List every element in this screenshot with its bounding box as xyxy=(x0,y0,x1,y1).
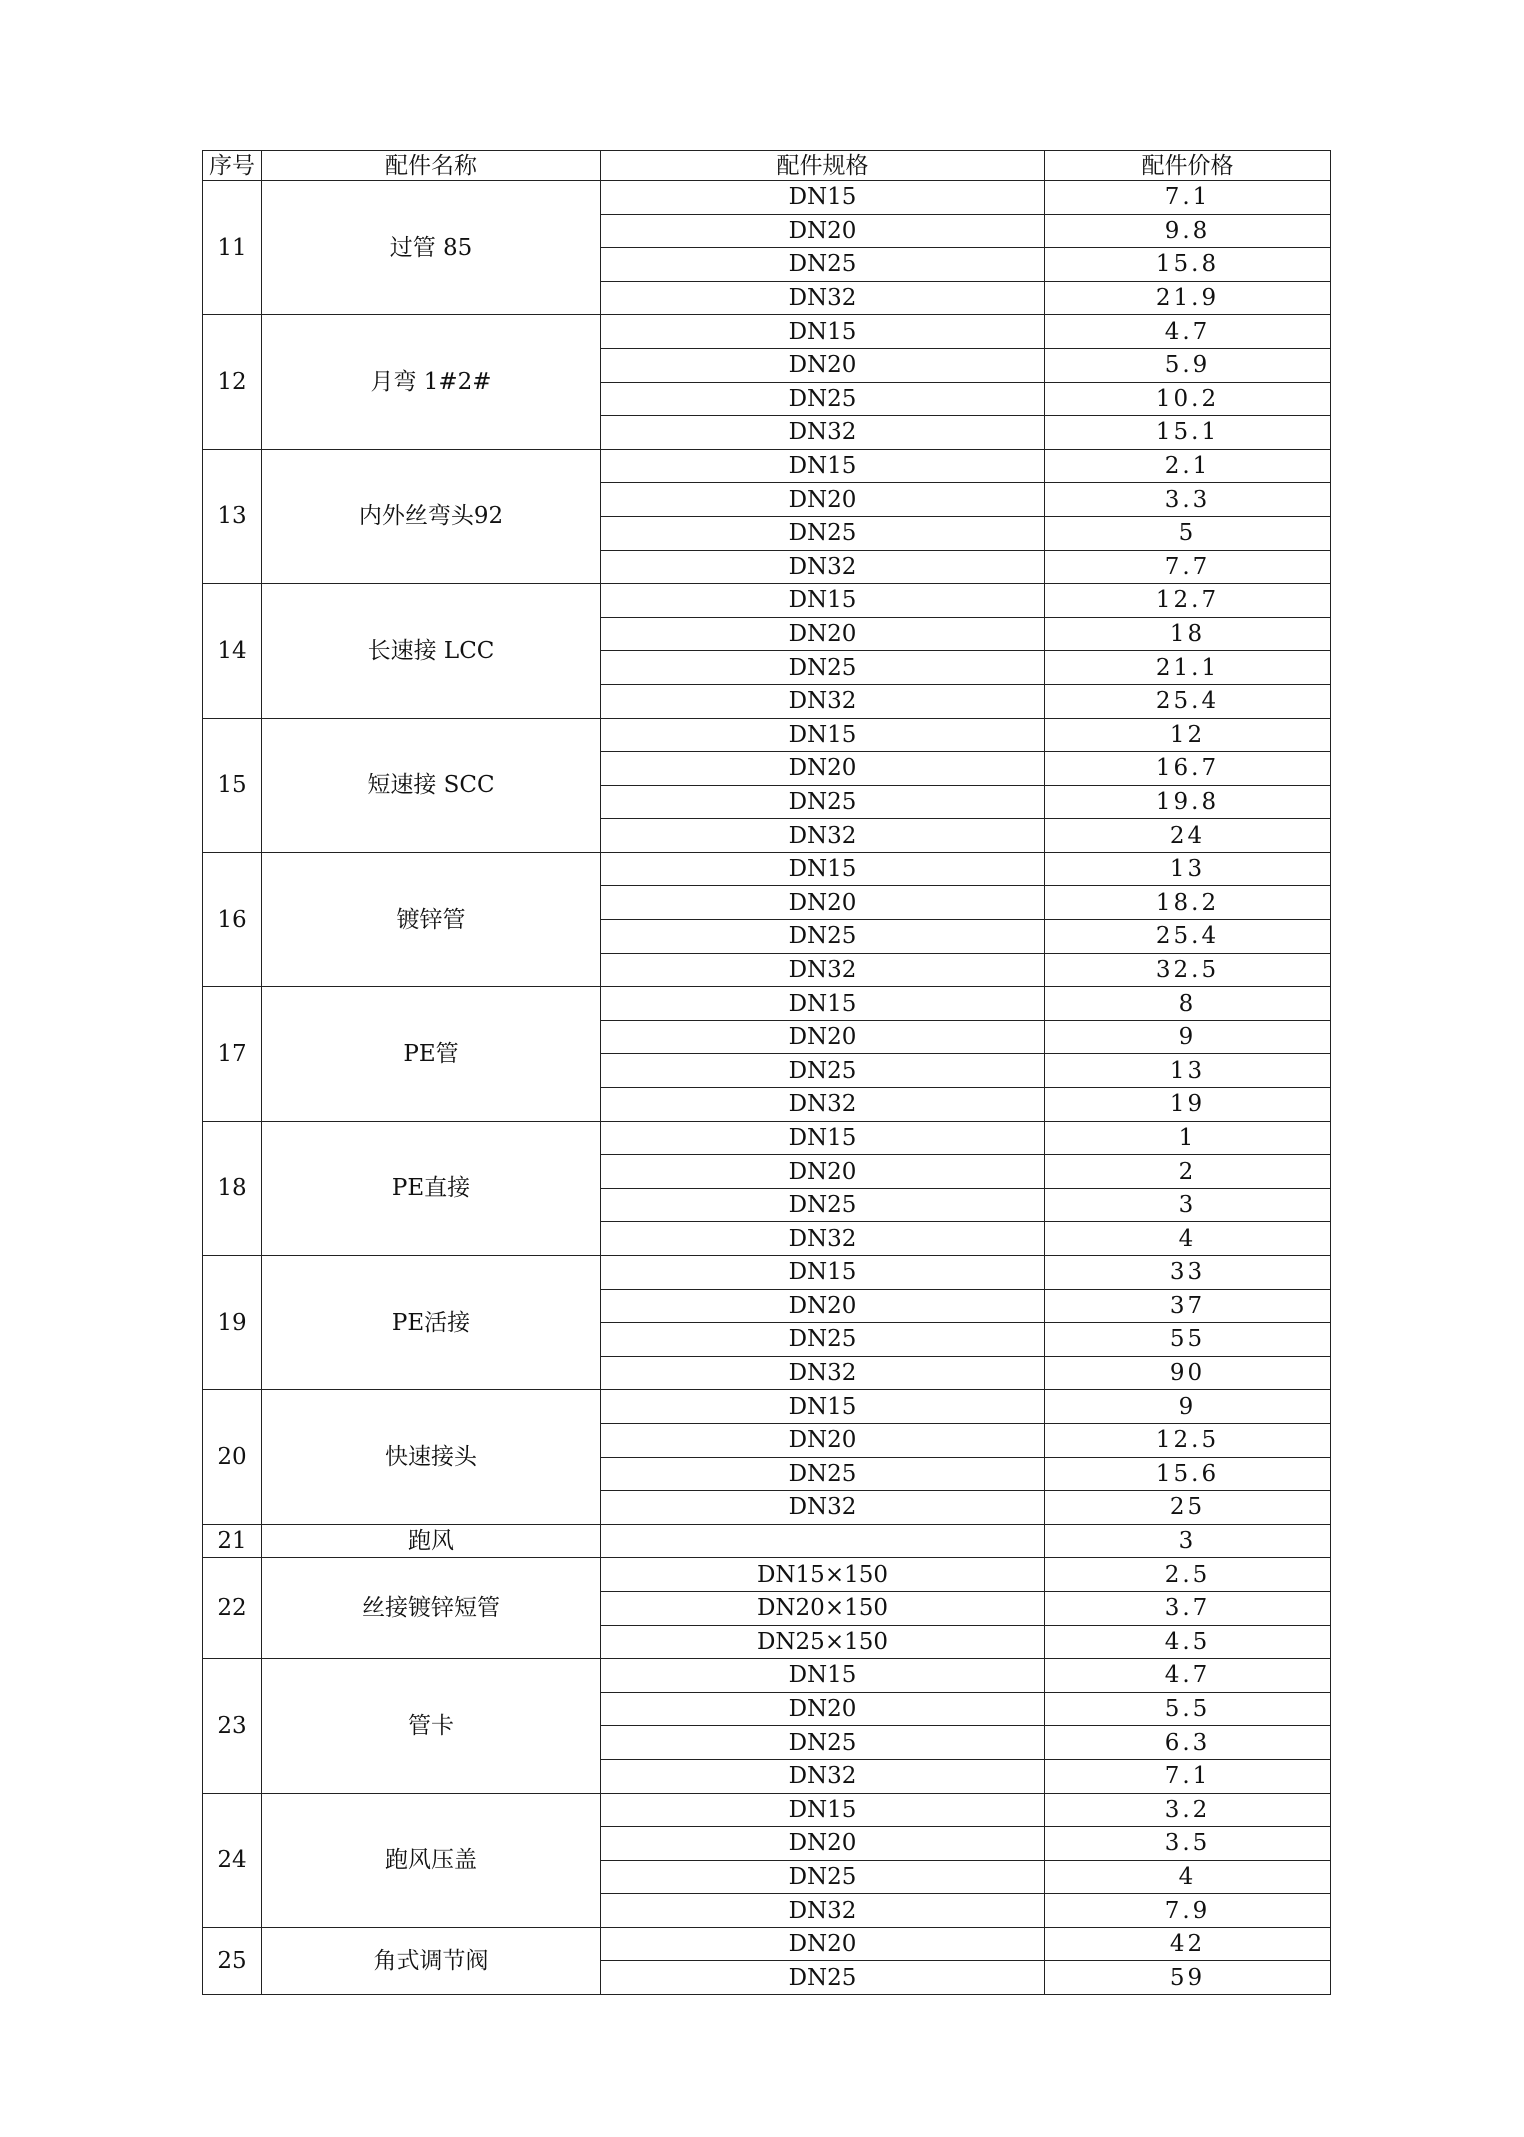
header-spec: 配件规格 xyxy=(601,151,1045,181)
part-price: 4 xyxy=(1045,1860,1331,1894)
part-price: 1 xyxy=(1045,1121,1331,1155)
part-name: 丝接镀锌短管 xyxy=(262,1558,601,1659)
part-spec: DN15 xyxy=(601,987,1045,1021)
part-spec: DN25 xyxy=(601,1054,1045,1088)
item-number: 19 xyxy=(203,1256,262,1390)
part-price: 2.5 xyxy=(1045,1558,1331,1592)
part-spec: DN25 xyxy=(601,1188,1045,1222)
part-name: PE管 xyxy=(262,987,601,1121)
part-spec: DN15 xyxy=(601,718,1045,752)
part-price: 10.2 xyxy=(1045,382,1331,416)
part-spec: DN15×150 xyxy=(601,1558,1045,1592)
item-number: 22 xyxy=(203,1558,262,1659)
part-spec: DN15 xyxy=(601,1390,1045,1424)
part-price: 15.6 xyxy=(1045,1457,1331,1491)
part-spec: DN32 xyxy=(601,953,1045,987)
item-number: 13 xyxy=(203,449,262,583)
part-spec: DN32 xyxy=(601,1491,1045,1525)
table-row xyxy=(203,1256,1331,1290)
part-price: 25.4 xyxy=(1045,684,1331,718)
part-price: 21.9 xyxy=(1045,281,1331,315)
part-spec: DN20 xyxy=(601,617,1045,651)
part-spec: DN15 xyxy=(601,315,1045,349)
part-price: 37 xyxy=(1045,1289,1331,1323)
part-price: 59 xyxy=(1045,1961,1331,1995)
item-number: 12 xyxy=(203,315,262,449)
part-price: 15.8 xyxy=(1045,248,1331,282)
part-spec: DN20 xyxy=(601,1423,1045,1457)
part-spec: DN20 xyxy=(601,348,1045,382)
part-spec: DN15 xyxy=(601,1256,1045,1290)
part-name: 管卡 xyxy=(262,1659,601,1793)
part-price: 7.1 xyxy=(1045,181,1331,215)
item-number: 23 xyxy=(203,1659,262,1793)
part-price: 21.1 xyxy=(1045,651,1331,685)
part-spec: DN15 xyxy=(601,1793,1045,1827)
part-price: 5.5 xyxy=(1045,1692,1331,1726)
part-name: 跑风 xyxy=(262,1524,601,1558)
part-name: 短速接 SCC xyxy=(262,718,601,852)
part-price: 55 xyxy=(1045,1323,1331,1357)
item-number: 11 xyxy=(203,181,262,315)
part-spec: DN15 xyxy=(601,181,1045,215)
table-row xyxy=(203,1793,1331,1827)
part-price: 25 xyxy=(1045,1491,1331,1525)
part-spec: DN20 xyxy=(601,1927,1045,1961)
part-price: 3.5 xyxy=(1045,1827,1331,1861)
part-spec: DN20 xyxy=(601,483,1045,517)
part-price: 4.7 xyxy=(1045,315,1331,349)
part-spec: DN32 xyxy=(601,1222,1045,1256)
header-name: 配件名称 xyxy=(262,151,601,181)
part-spec xyxy=(601,1524,1045,1558)
part-spec: DN20×150 xyxy=(601,1591,1045,1625)
header-row xyxy=(203,151,1331,181)
part-spec: DN25 xyxy=(601,1726,1045,1760)
part-name: PE直接 xyxy=(262,1121,601,1255)
part-price: 19 xyxy=(1045,1088,1331,1122)
table-row xyxy=(203,1524,1331,1558)
part-spec: DN25 xyxy=(601,651,1045,685)
part-price: 4 xyxy=(1045,1222,1331,1256)
part-price: 5.9 xyxy=(1045,348,1331,382)
part-spec: DN25 xyxy=(601,248,1045,282)
part-price: 90 xyxy=(1045,1356,1331,1390)
part-price: 8 xyxy=(1045,987,1331,1021)
table-row xyxy=(203,718,1331,752)
part-spec: DN32 xyxy=(601,819,1045,853)
part-spec: DN32 xyxy=(601,416,1045,450)
item-number: 25 xyxy=(203,1927,262,1994)
part-spec: DN25 xyxy=(601,1457,1045,1491)
part-spec: DN15 xyxy=(601,852,1045,886)
part-price: 5 xyxy=(1045,516,1331,550)
part-price: 2 xyxy=(1045,1155,1331,1189)
part-price: 12 xyxy=(1045,718,1331,752)
part-price: 32.5 xyxy=(1045,953,1331,987)
part-price: 18 xyxy=(1045,617,1331,651)
part-name: 快速接头 xyxy=(262,1390,601,1524)
table-row xyxy=(203,449,1331,483)
part-price: 15.1 xyxy=(1045,416,1331,450)
table-row xyxy=(203,584,1331,618)
part-spec: DN20 xyxy=(601,1289,1045,1323)
item-number: 24 xyxy=(203,1793,262,1927)
part-spec: DN25 xyxy=(601,785,1045,819)
part-spec: DN32 xyxy=(601,1894,1045,1928)
item-number: 15 xyxy=(203,718,262,852)
part-name: 月弯 1#2# xyxy=(262,315,601,449)
part-spec: DN20 xyxy=(601,886,1045,920)
part-spec: DN15 xyxy=(601,1121,1045,1155)
part-spec: DN32 xyxy=(601,1356,1045,1390)
table-row xyxy=(203,1390,1331,1424)
part-price: 13 xyxy=(1045,1054,1331,1088)
part-price: 3.3 xyxy=(1045,483,1331,517)
part-price: 3.7 xyxy=(1045,1591,1331,1625)
part-spec: DN20 xyxy=(601,1827,1045,1861)
part-spec: DN25 xyxy=(601,516,1045,550)
part-spec: DN32 xyxy=(601,684,1045,718)
part-spec: DN32 xyxy=(601,1759,1045,1793)
part-price: 2.1 xyxy=(1045,449,1331,483)
part-spec: DN25 xyxy=(601,1860,1045,1894)
part-price: 4.5 xyxy=(1045,1625,1331,1659)
part-name: 长速接 LCC xyxy=(262,584,601,718)
table-row xyxy=(203,181,1331,215)
table-body xyxy=(203,181,1331,1995)
item-number: 14 xyxy=(203,584,262,718)
part-price: 6.3 xyxy=(1045,1726,1331,1760)
item-number: 21 xyxy=(203,1524,262,1558)
item-number: 20 xyxy=(203,1390,262,1524)
part-spec: DN25 xyxy=(601,382,1045,416)
item-number: 18 xyxy=(203,1121,262,1255)
part-spec: DN32 xyxy=(601,1088,1045,1122)
part-price: 9 xyxy=(1045,1020,1331,1054)
table-row xyxy=(203,1659,1331,1693)
part-price: 7.1 xyxy=(1045,1759,1331,1793)
table-row xyxy=(203,315,1331,349)
item-number: 16 xyxy=(203,852,262,986)
part-spec: DN15 xyxy=(601,1659,1045,1693)
header-no: 序号 xyxy=(203,151,262,181)
part-name: PE活接 xyxy=(262,1256,601,1390)
part-price: 3.2 xyxy=(1045,1793,1331,1827)
part-spec: DN15 xyxy=(601,584,1045,618)
part-price: 25.4 xyxy=(1045,920,1331,954)
part-name: 跑风压盖 xyxy=(262,1793,601,1927)
part-price: 9.8 xyxy=(1045,214,1331,248)
part-price: 16.7 xyxy=(1045,752,1331,786)
table-row xyxy=(203,1121,1331,1155)
part-price: 13 xyxy=(1045,852,1331,886)
part-spec: DN20 xyxy=(601,752,1045,786)
part-spec: DN20 xyxy=(601,1692,1045,1726)
part-spec: DN25 xyxy=(601,1961,1045,1995)
part-spec: DN32 xyxy=(601,281,1045,315)
part-spec: DN15 xyxy=(601,449,1045,483)
part-price: 12.7 xyxy=(1045,584,1331,618)
part-price: 12.5 xyxy=(1045,1423,1331,1457)
part-price: 18.2 xyxy=(1045,886,1331,920)
part-name: 镀锌管 xyxy=(262,852,601,986)
part-price: 3 xyxy=(1045,1188,1331,1222)
part-price: 24 xyxy=(1045,819,1331,853)
part-price: 7.7 xyxy=(1045,550,1331,584)
item-number: 17 xyxy=(203,987,262,1121)
part-price: 3 xyxy=(1045,1524,1331,1558)
table-header xyxy=(203,151,1331,181)
part-price: 7.9 xyxy=(1045,1894,1331,1928)
header-price: 配件价格 xyxy=(1045,151,1331,181)
part-price: 9 xyxy=(1045,1390,1331,1424)
part-spec: DN32 xyxy=(601,550,1045,584)
part-price: 42 xyxy=(1045,1927,1331,1961)
part-price: 33 xyxy=(1045,1256,1331,1290)
part-spec: DN20 xyxy=(601,214,1045,248)
parts-price-table xyxy=(202,150,1331,1995)
part-name: 过管 85 xyxy=(262,181,601,315)
table-row xyxy=(203,987,1331,1021)
part-name: 内外丝弯头92 xyxy=(262,449,601,583)
part-price: 4.7 xyxy=(1045,1659,1331,1693)
part-spec: DN25 xyxy=(601,1323,1045,1357)
part-spec: DN20 xyxy=(601,1155,1045,1189)
table-row xyxy=(203,1927,1331,1961)
part-name: 角式调节阀 xyxy=(262,1927,601,1994)
part-spec: DN20 xyxy=(601,1020,1045,1054)
part-spec: DN25 xyxy=(601,920,1045,954)
table-row xyxy=(203,852,1331,886)
table-row xyxy=(203,1558,1331,1592)
part-price: 19.8 xyxy=(1045,785,1331,819)
part-spec: DN25×150 xyxy=(601,1625,1045,1659)
